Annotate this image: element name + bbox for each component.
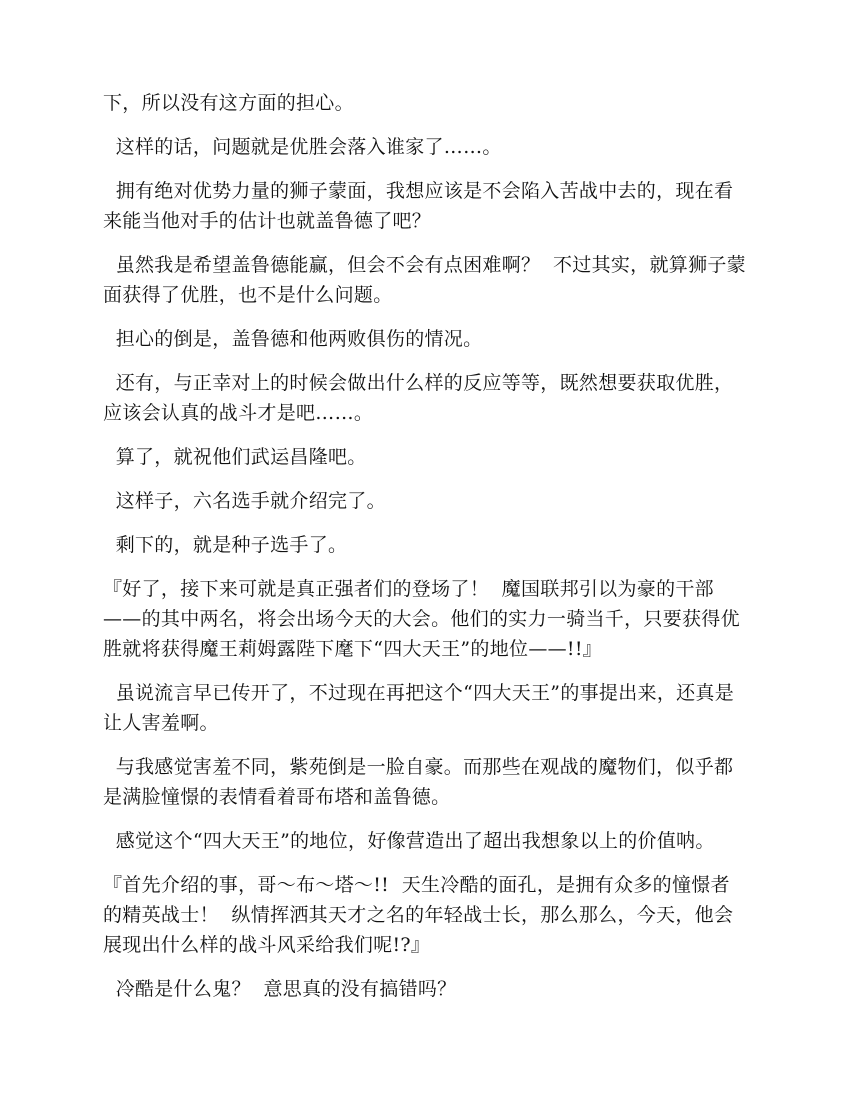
paragraph-11: 虽说流言早已传开了，不过现在再把这个“四大天王”的事提出来，还真是让人害羞啊。: [103, 682, 735, 734]
paragraph-5: 担心的倒是，盖鲁德和他两败俱伤的情况。: [103, 328, 483, 350]
paragraph-15: 冷酷是什么鬼？ 意思真的没有搞错吗？: [103, 978, 457, 1000]
paragraph-4: 虽然我是希望盖鲁德能赢，但会不会有点困难啊？ 不过其实，就算狮子蒙面获得了优胜，也不是什么问题。: [103, 254, 746, 306]
paragraph-3: 拥有绝对优势力量的狮子蒙面，我想应该是不会陷入苦战中去的，现在看来能当他对手的估计也就盖鲁德了吧？: [103, 180, 734, 232]
paragraph-1: 下，所以没有这方面的担心。: [103, 92, 354, 114]
paragraph-10: 『好了，接下来可就是真正强者们的登场了！ 魔国联邦引以为豪的干部——的其中两名，将会出场今天的大会。他们的实力一骑当千，只要获得优胜就将获得魔王莉姆露陛下麾下“四大天王”的地位——!!』: [103, 578, 740, 660]
paragraph-8: 这样子，六名选手就介绍完了。: [103, 490, 386, 512]
paragraph-14: 『首先介绍的事，哥～布～塔～!! 天生冷酷的面孔，是拥有众多的憧憬者的精英战士！ 纵情挥洒其天才之名的年轻战士长，那么那么，今天，他会展现出什么样的战斗风采给我们呢!?』: [103, 874, 734, 956]
paragraph-12: 与我感觉害羞不同，紫苑倒是一脸自豪。而那些在观战的魔物们，似乎都是满脸憧憬的表情看着哥布塔和盖鲁德。: [103, 756, 734, 808]
body-text: [103, 88, 748, 1018]
paragraph-6: 还有，与正幸对上的时候会做出什么样的反应等等，既然想要获取优胜，应该会认真的战斗才是吧……。: [103, 372, 734, 424]
paragraph-9: 剩下的，就是种子选手了。: [103, 534, 348, 556]
paragraph-2: 这样的话，问题就是优胜会落入谁家了……。: [103, 136, 502, 158]
paragraph-7: 算了，就祝他们武运昌隆吧。: [103, 446, 367, 468]
paragraph-13: 感觉这个“四大天王”的地位，好像营造出了超出我想象以上的价值呐。: [103, 830, 715, 852]
